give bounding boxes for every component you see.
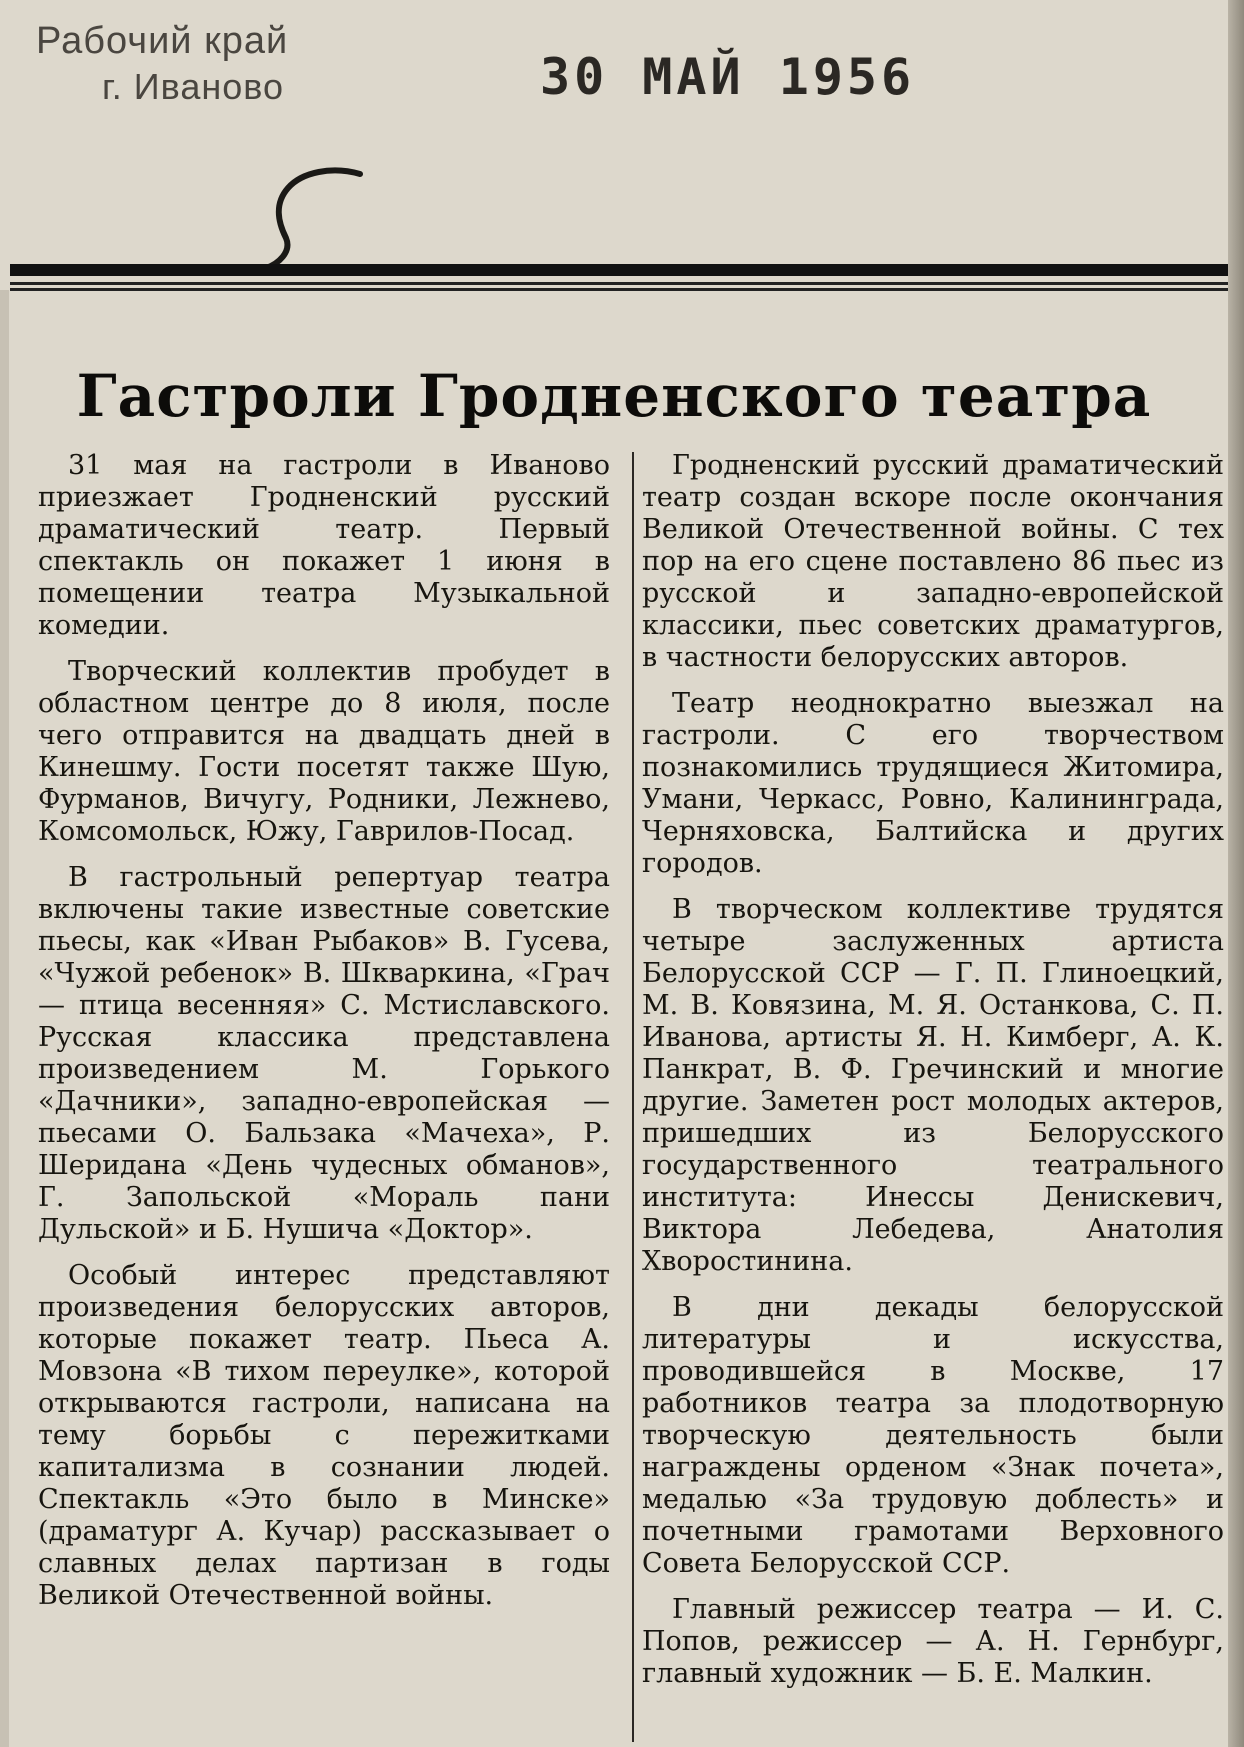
pencil-mark [262, 160, 372, 280]
paragraph: В творческом коллективе трудятся четыре заслуженных артиста Белорусской ССР — Г. П. Глиноецкий, М. В. Ковязина, М. Я. Останкова, С. П. Иванова, артисты Я. Н. Кимберг, А. К. Панкрат, В. Ф. Гречинский и многие другие. Заметен рост молодых актеров, пришедших из Белорусского государственного театрального института: Инессы Денискевич, Виктора Лебедева, Анатолия Хворостинина. [642, 894, 1224, 1277]
paragraph: Особый интерес представляют произведения белорусских авторов, которые покажет театр. Пьеса А. Мовзона «В тихом переулке», которой открываются гастроли, написана на тему борьбы с пережитками капитализма в сознании людей. Спектакль «Это было в Минске» (драматург А. Кучар) рассказывает о славных делах партизан в годы Великой Отечественной войны. [38, 1260, 610, 1611]
column-divider [632, 452, 634, 1742]
masthead-rule [10, 264, 1232, 294]
article-column-left [38, 450, 610, 1626]
paper-edge [0, 290, 9, 1747]
paragraph: Театр неоднократно выезжал на гастроли. С его творчеством познакомились трудящиеся Житомира, Умани, Черкасс, Ровно, Калининграда, Черняховска, Балтийска и других городов. [642, 688, 1224, 879]
article-headline: Гастроли Гродненского театра [76, 362, 1152, 430]
publication-name: Рабочий край [36, 20, 289, 62]
scan-edge-shadow [1228, 0, 1244, 1747]
paragraph: 31 мая на гастроли в Иваново приезжает Гродненский русский драматический театр. Первый спектакль он покажет 1 июня в помещении театра Музыкальной комедии. [38, 450, 610, 641]
paragraph: В гастрольный репертуар театра включены такие известные советские пьесы, как «Иван Рыбаков» В. Гусева, «Чужой ребенок» В. Шкваркина, «Грач — птица весенняя» С. Мстиславского. Русская классика представлена произведением М. Горького «Дачники», западно-европейская — пьесами О. Бальзака «Мачеха», Р. Шеридана «День чудесных обманов», Г. Запольской «Мораль пани Дульской» и Б. Нушича «Доктор». [38, 862, 610, 1245]
paragraph: В дни декады белорусской литературы и искусства, проводившейся в Москве, 17 работников театра за плодотворную творческую деятельность были награждены орденом «Знак почета», медалью «За трудовую доблесть» и почетными грамотами Верховного Совета Белорусской ССР. [642, 1292, 1224, 1579]
article-column-right [642, 450, 1224, 1704]
paragraph: Главный режиссер театра — И. С. Попов, режиссер — А. Н. Гернбург, главный художник — Б. Е. Малкин. [642, 1594, 1224, 1689]
publication-city: г. Иваново [102, 66, 285, 107]
publication-stamp [36, 18, 288, 110]
paragraph: Гродненский русский драматический театр создан вскоре после окончания Великой Отечественной войны. С тех пор на его сцене поставлено 86 пьес из русской и западно-европейской классики, пьес советских драматургов, в частности белорусских авторов. [642, 450, 1224, 673]
date-stamp: 30 МАЙ 1956 [540, 48, 916, 106]
paragraph: Творческий коллектив пробудет в областном центре до 8 июля, после чего отправится на двадцать дней в Кинешму. Гости посетят также Шую, Фурманов, Вичугу, Родники, Лежнево, Комсомольск, Южу, Гаврилов-Посад. [38, 656, 610, 847]
